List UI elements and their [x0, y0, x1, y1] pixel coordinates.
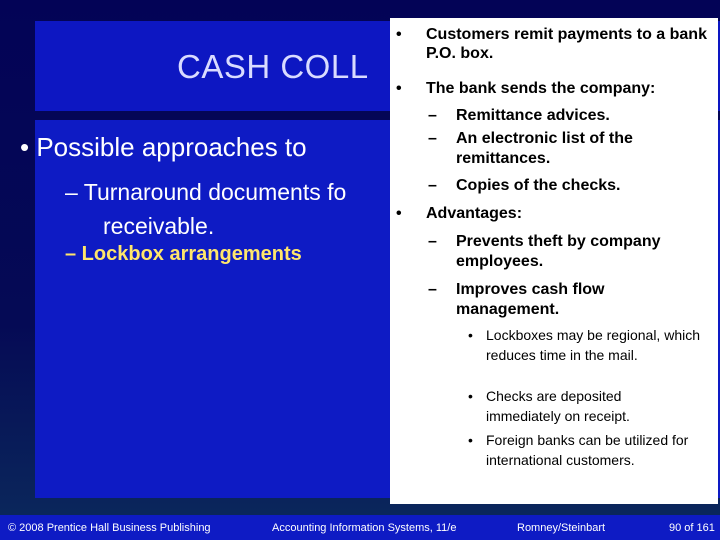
popup-text: Copies of the checks. — [456, 177, 621, 194]
lockbox-popup — [390, 18, 718, 504]
popup-text: Advantages: — [426, 205, 523, 222]
dash-marker: – — [428, 177, 437, 194]
popup-text: Improves cash flow management. — [456, 281, 605, 318]
popup-text: The bank sends the company: — [426, 80, 656, 97]
bullet-marker: • — [468, 388, 473, 404]
sub-bullet-line1: – Turnaround documents fo — [65, 179, 347, 205]
bullet-marker: • — [396, 80, 402, 97]
popup-line — [428, 129, 678, 169]
popup-line — [428, 280, 678, 320]
footer-page-number: 90 of 161 — [669, 522, 715, 534]
dash-marker: – — [428, 107, 437, 124]
footer-book-title: Accounting Information Systems, 11/e — [272, 522, 457, 534]
sub-bullet-turnaround — [65, 175, 346, 243]
main-bullet: • Possible approaches to — [20, 132, 307, 162]
dash-marker: – — [428, 233, 437, 250]
popup-text: An electronic list of the remittances. — [456, 130, 633, 167]
popup-line — [428, 106, 714, 126]
sub-bullet-lockbox: – Lockbox arrangements — [65, 243, 302, 265]
bullet-marker: • — [468, 432, 473, 448]
popup-text: Remittance advices. — [456, 107, 610, 124]
dash-marker: – — [428, 281, 437, 298]
dash-marker: – — [428, 130, 437, 147]
popup-line — [468, 325, 714, 365]
bullet-marker: • — [396, 205, 402, 222]
popup-line — [428, 176, 714, 196]
popup-text: Lockboxes may be regional, which reduces time in the mail. — [486, 327, 701, 363]
footer-copyright: © 2008 Prentice Hall Business Publishing — [8, 522, 211, 534]
slide-title: CASH COLL — [177, 48, 369, 85]
sub-bullet-line2: receivable. — [103, 213, 215, 239]
bullet-marker: • — [468, 327, 473, 343]
popup-line — [396, 79, 714, 98]
footer-authors: Romney/Steinbart — [517, 522, 606, 534]
bullet-marker: • — [396, 26, 402, 43]
popup-text: Checks are deposited immediately on receipt. — [486, 388, 630, 424]
popup-text: Foreign banks can be utilized for international customers. — [486, 432, 689, 468]
popup-line — [468, 386, 683, 426]
popup-line — [468, 430, 714, 470]
popup-text: Prevents theft by company employees. — [456, 233, 661, 270]
popup-line — [396, 25, 714, 63]
popup-line — [396, 204, 714, 223]
popup-text: Customers remit payments to a bank P.O. box. — [426, 26, 707, 62]
popup-line — [428, 232, 714, 272]
